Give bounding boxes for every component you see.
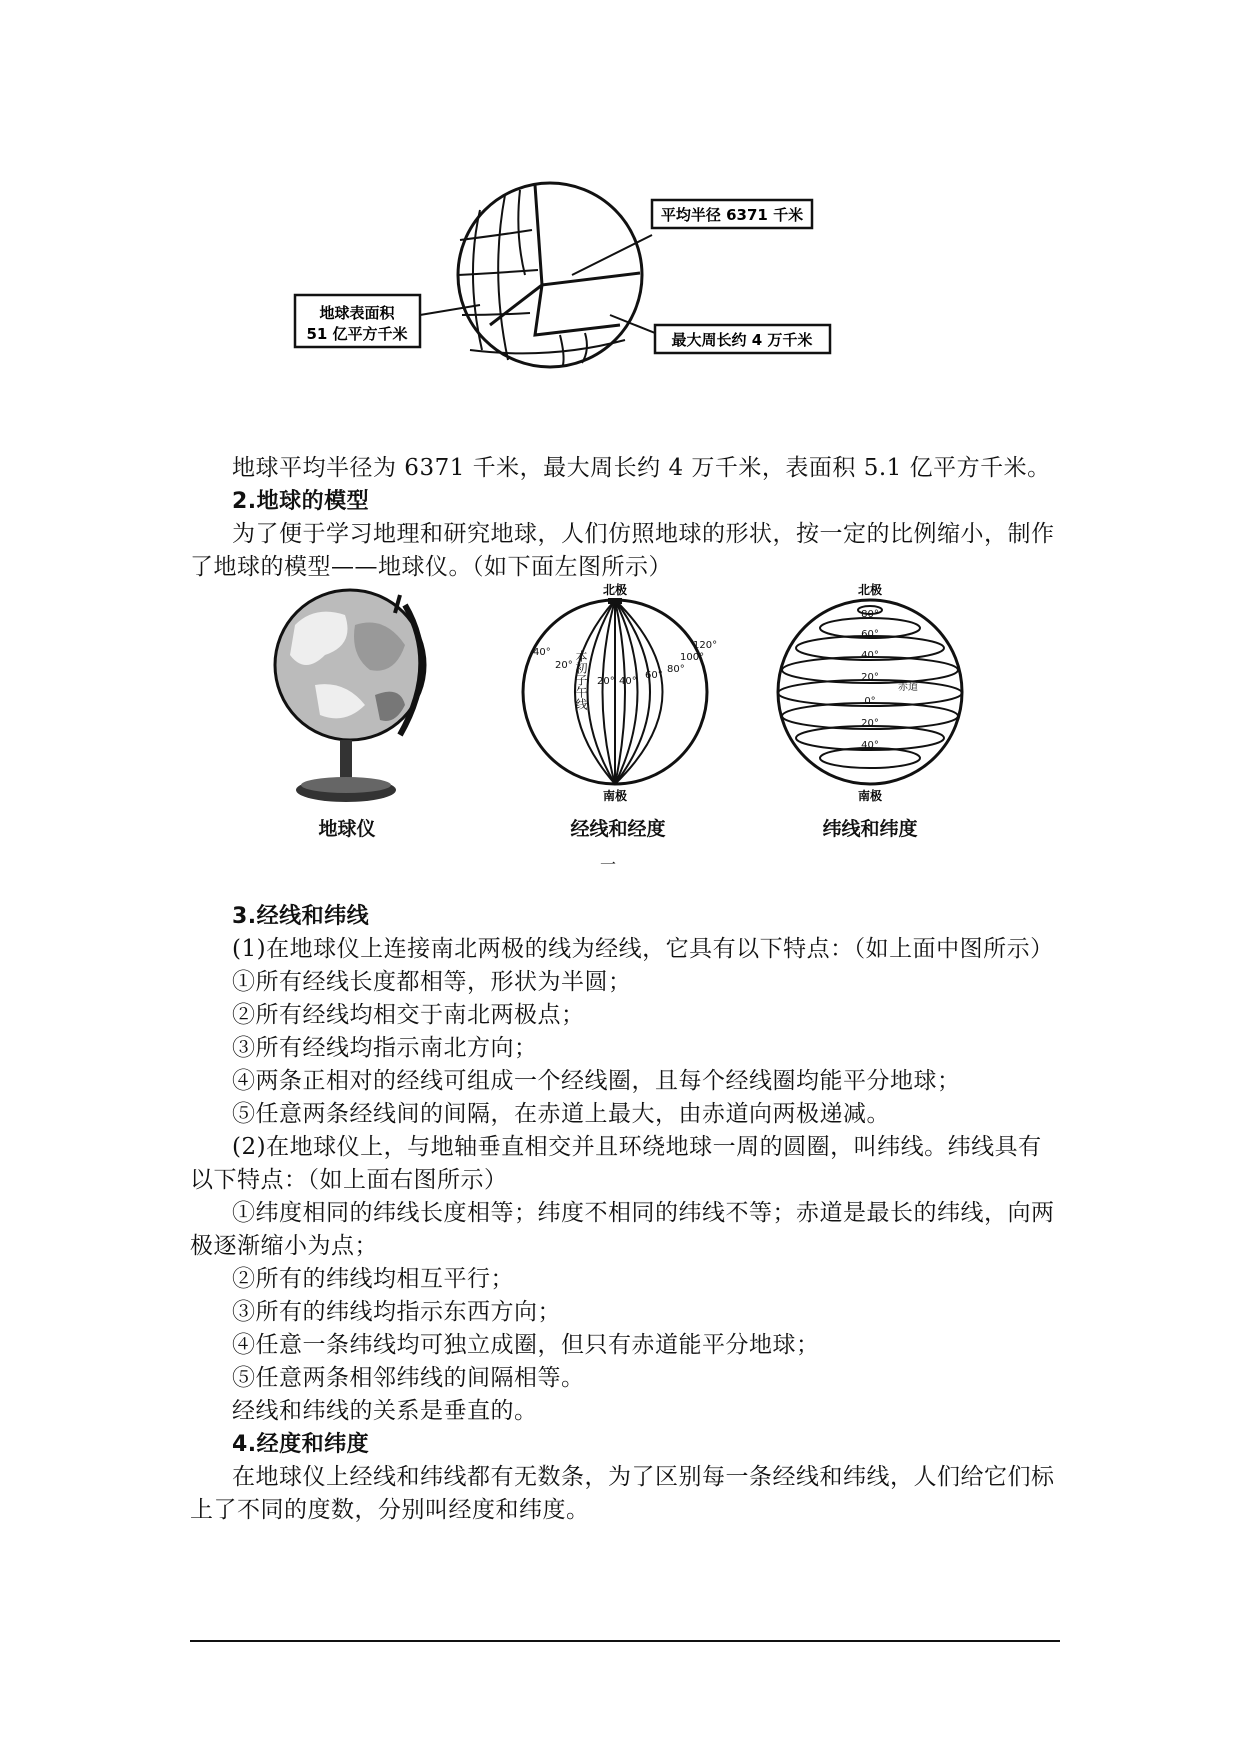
- surface-area-label-line1: 地球表面积: [319, 304, 395, 322]
- paragraph-radius: 地球平均半径为 6371 千米，最大周长约 4 万千米，表面积 5.1 亿平方千米。: [232, 455, 1051, 481]
- parallel-40n: 40°: [861, 650, 879, 661]
- earth-dimensions-diagram: [306, 175, 920, 405]
- heading-longitude-latitude: 4.经度和纬度: [232, 1432, 370, 1457]
- surface-area-label-line2: 51 亿平方千米: [306, 325, 408, 343]
- parallel-feature-4: ④任意一条纬线均可独立成圈，但只有赤道能平分地球；: [232, 1332, 820, 1358]
- parallel-40s: 40°: [861, 740, 879, 751]
- parallel-60: 60°: [861, 629, 879, 640]
- globe-illustration: [255, 585, 465, 810]
- parallel-feature-1: ①纬度相同的纬线长度相等；纬度不相同的纬线不等；赤道是最长的纬线，向两极逐渐缩小为点；: [190, 1200, 1055, 1259]
- parallel-feature-5: ⑤任意两条相邻纬线的间隔相等。: [232, 1365, 585, 1391]
- equator-label: 赤道: [898, 682, 918, 693]
- radius-label: 平均半径 6371 千米: [660, 206, 804, 224]
- paragraph-parallels: (2)在地球仪上，与地轴垂直相交并且环绕地球一周的圆圈，叫纬线。纬线具有以下特点：（如上面右图所示）: [190, 1134, 1042, 1193]
- prime-meridian-label: 本初子午线: [574, 650, 588, 710]
- meridian-feature-4: ④两条正相对的经线可组成一个经线圈，且每个经线圈均能平分地球；: [232, 1068, 961, 1094]
- footer-rule: [190, 1640, 1060, 1642]
- heading-earth-model: 2.地球的模型: [232, 489, 370, 514]
- caption-meridians: 经线和经度: [570, 818, 666, 840]
- parallel-south-pole-label: 南极: [857, 789, 883, 803]
- parallel-20n: 20°: [861, 672, 879, 683]
- intro-text-block: [190, 452, 1062, 584]
- meridian-40e: 40°: [619, 676, 637, 687]
- meridian-100e: 100°: [680, 652, 705, 663]
- meridian-80e: 80°: [667, 664, 685, 675]
- meridian-20w: 20°: [555, 660, 573, 671]
- paragraph-degrees: 在地球仪上经线和纬线都有无数条，为了区别每一条经线和纬线，人们给它们标上了不同的度数，分别叫经度和纬度。: [190, 1464, 1055, 1523]
- meridian-feature-2: ②所有经线均相交于南北两极点；: [232, 1002, 585, 1028]
- parallel-north-pole-label: 北极: [857, 583, 883, 597]
- parallel-feature-3: ③所有的纬线均指示东西方向；: [232, 1299, 561, 1325]
- meridian-feature-1: ①所有经线长度都相等，形状为半圆；: [232, 969, 632, 995]
- paragraph-relation: 经线和纬线的关系是垂直的。: [232, 1398, 538, 1424]
- paragraph-meridians: (1)在地球仪上连接南北两极的线为经线，它具有以下特点：（如上面中图所示）: [232, 936, 1054, 962]
- meridian-120e: 120°: [693, 640, 718, 651]
- parallel-0: 0°: [864, 696, 876, 707]
- meridians-diagram: [515, 580, 725, 810]
- meridian-south-pole-label: 南极: [602, 789, 628, 803]
- parallels-diagram: [770, 580, 980, 810]
- parallel-80: 80°: [861, 609, 879, 620]
- meridian-feature-5: ⑤任意两条经线间的间隔，在赤道上最大，由赤道向两极递减。: [232, 1101, 890, 1127]
- caption-globe: 地球仪: [318, 818, 376, 840]
- parallel-feature-2: ②所有的纬线均相互平行；: [232, 1266, 514, 1292]
- meridian-60e: 60°: [645, 670, 663, 681]
- meridian-feature-3: ③所有经线均指示南北方向；: [232, 1035, 538, 1061]
- meridian-20e: 20°: [597, 676, 615, 687]
- paragraph-globe: 为了便于学习地理和研究地球，人们仿照地球的形状，按一定的比例缩小，制作了地球的模型——地球仪。（如下面左图所示）: [190, 521, 1055, 580]
- meridian-north-pole-label: 北极: [602, 583, 628, 597]
- caption-parallels: 纬线和纬度: [822, 818, 918, 840]
- circumference-label: 最大周长约 4 万千米: [671, 331, 813, 349]
- stray-dash: 一: [600, 855, 617, 874]
- main-text-block: [190, 900, 1062, 1527]
- meridian-40w: 40°: [533, 647, 551, 658]
- heading-meridians-parallels: 3.经线和纬线: [232, 904, 370, 929]
- parallel-20s: 20°: [861, 718, 879, 729]
